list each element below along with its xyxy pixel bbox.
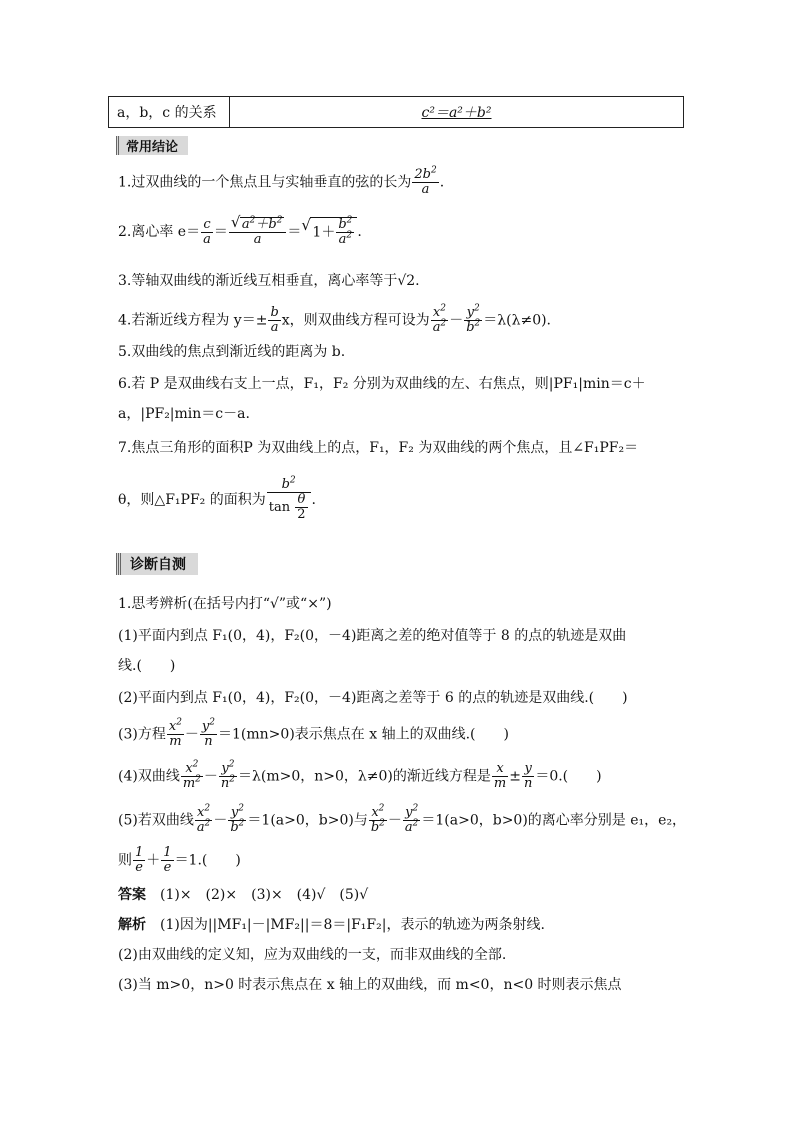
fraction-2b2-a: $\frac{2b^2}{a}$ xyxy=(414,165,437,197)
part-5-l2-prefix: 则 xyxy=(118,852,132,869)
fraction-area: $b^2$ tan $\frac{\theta}{2}$ xyxy=(267,478,311,522)
conclusion-1-text: 1.过双曲线的一个焦点且与实轴垂直的弦的长为 xyxy=(118,174,412,191)
conclusion-6-line-1: 6.若 P 是双曲线右支上一点，F₁，F₂ 分别为双曲线的左、右焦点，则|PF₁|min＝c＋ xyxy=(118,376,646,392)
conclusion-7-prefix: θ，则△F₁PF₂ 的面积为 xyxy=(118,492,266,508)
part-3-suffix: ＝1(mn>0)表示焦点在 x 轴上的双曲线.( ) xyxy=(218,726,509,743)
conclusion-4-mid: x，则双曲线方程可设为 xyxy=(281,312,430,329)
analysis-line-2: (2)由双曲线的定义知，应为双曲线的一支，而非双曲线的全部. xyxy=(118,947,507,963)
conclusion-7-line-2: θ，则△F₁PF₂ 的面积为 $b^2$ tan $\frac{\theta}{2}$ . xyxy=(118,475,316,522)
analysis-line-1 xyxy=(118,914,545,934)
fraction-sqrt-over-a: √ $\frac{a^2+b^2}{a}$ xyxy=(229,217,287,247)
answer-label: 答案 xyxy=(118,887,146,903)
part-3-prefix: (3)方程 xyxy=(118,726,166,743)
part-5-prefix: (5)若双曲线 xyxy=(118,812,194,829)
fraction-b-a: $\frac{b}{a}$ xyxy=(270,305,279,335)
conclusion-7-line-1: 7.焦点三角形的面积P 为双曲线上的点，F₁，F₂ 为双曲线的两个焦点，且∠F₁PF₂＝ xyxy=(118,440,639,456)
part-4-suffix: ＝0.( ) xyxy=(535,768,602,785)
conclusion-5: 5.双曲线的焦点到渐近线的距离为 b. xyxy=(118,344,346,360)
conclusion-4-suffix: ＝λ(λ≠0). xyxy=(483,312,552,329)
section-header-conclusions: 常用结论 xyxy=(116,136,188,155)
conclusion-2: 2.离心率 e＝ $\frac{c}{a}$ ＝ √ $\frac{a^2+b^2}{a}$ ＝√ 1＋ $\frac{b^2}{a^2}$ . xyxy=(118,217,362,247)
conclusion-2-text: 2.离心率 e＝ xyxy=(118,224,201,240)
relation-table xyxy=(108,96,684,128)
section-header-diagnosis: 诊断自测 xyxy=(116,553,198,575)
table-formula-cell xyxy=(230,97,683,127)
conclusion-1: 1.过双曲线的一个焦点且与实轴垂直的弦的长为 $\frac{2b^2}{a}$ . xyxy=(118,165,445,197)
question-1-part-1-line-2: 线.( ) xyxy=(118,658,176,674)
analysis-text-1: (1)因为||MF₁|－|MF₂||＝8＝|F₁F₂|，表示的轨迹为两条射线. xyxy=(160,917,545,933)
table-label-cell: a，b，c 的关系 xyxy=(109,97,230,127)
table-formula: c²＝a²＋b² xyxy=(421,105,492,121)
question-1-part-2: (2)平面内到点 F₁(0，4)，F₂(0，－4)距离之差等于 6 的点的轨迹是双曲线.( ) xyxy=(118,690,628,706)
answer-text: (1)× (2)× (3)× (4)√ (5)√ xyxy=(160,887,369,903)
analysis-label: 解析 xyxy=(118,917,146,933)
question-1-part-4: (4)双曲线 $\frac{x^2}{m^2}$ － $\frac{y^2}{n^2}$ ＝λ(m>0，n>0，λ≠0)的渐近线方程是 $\frac{x}{m}$ ± $\frac{y}{n}$ ＝0.( ) xyxy=(118,759,602,791)
question-1-part-1-line-1: (1)平面内到点 F₁(0，4)，F₂(0，－4)距离之差的绝对值等于 8 的点的轨迹是双曲 xyxy=(118,628,627,644)
part-4-mid: ＝λ(m>0，n>0，λ≠0)的渐近线方程是 xyxy=(238,768,491,785)
conclusion-4: 4.若渐近线方程为 y＝± $\frac{b}{a}$ x，则双曲线方程可设为 $\frac{x^2}{a^2}$ － $\frac{y^2}{b^2}$ ＝λ(λ≠0). xyxy=(118,303,552,335)
question-1-part-5-line-2: 则 $\frac{1}{e}$ ＋ $\frac{1}{e}$ ＝1.( ) xyxy=(118,845,241,875)
conclusion-4-prefix: 4.若渐近线方程为 y＝± xyxy=(118,312,268,329)
answer-line xyxy=(118,884,368,904)
part-5-mid: ＝1(a>0，b>0)与 xyxy=(247,812,368,829)
question-1-part-3: (3)方程 $\frac{x^2}{m}$ － $\frac{y^2}{n}$ ＝1(mn>0)表示焦点在 x 轴上的双曲线.( ) xyxy=(118,717,509,749)
conclusion-3: 3.等轴双曲线的渐近线互相垂直，离心率等于√2. xyxy=(118,273,420,289)
conclusion-6-line-2: a，|PF₂|min＝c－a. xyxy=(118,406,250,422)
part-5-l2-suffix: ＝1.( ) xyxy=(174,852,241,869)
sqrt-expression: √ 1＋ $\frac{b^2}{a^2}$ xyxy=(301,217,357,247)
question-1-part-5-line-1: (5)若双曲线 $\frac{x^2}{a^2}$ － $\frac{y^2}{b^2}$ ＝1(a>0，b>0)与 $\frac{x^2}{b^2}$ － $\frac{y^2}{a^2}$ ＝1(a>0，b>0)的离心率分别是 e₁，e₂， xyxy=(118,803,687,835)
fraction-c-a: $\frac{c}{a}$ xyxy=(203,216,211,247)
question-1-title: 1.思考辨析(在括号内打“√”或“×”) xyxy=(118,596,332,612)
part-5-suffix: ＝1(a>0，b>0)的离心率分别是 e₁，e₂， xyxy=(421,812,687,829)
analysis-line-3: (3)当 m>0，n>0 时表示焦点在 x 轴上的双曲线，而 m<0，n<0 时则表示焦点 xyxy=(118,977,622,993)
part-4-prefix: (4)双曲线 xyxy=(118,768,180,785)
